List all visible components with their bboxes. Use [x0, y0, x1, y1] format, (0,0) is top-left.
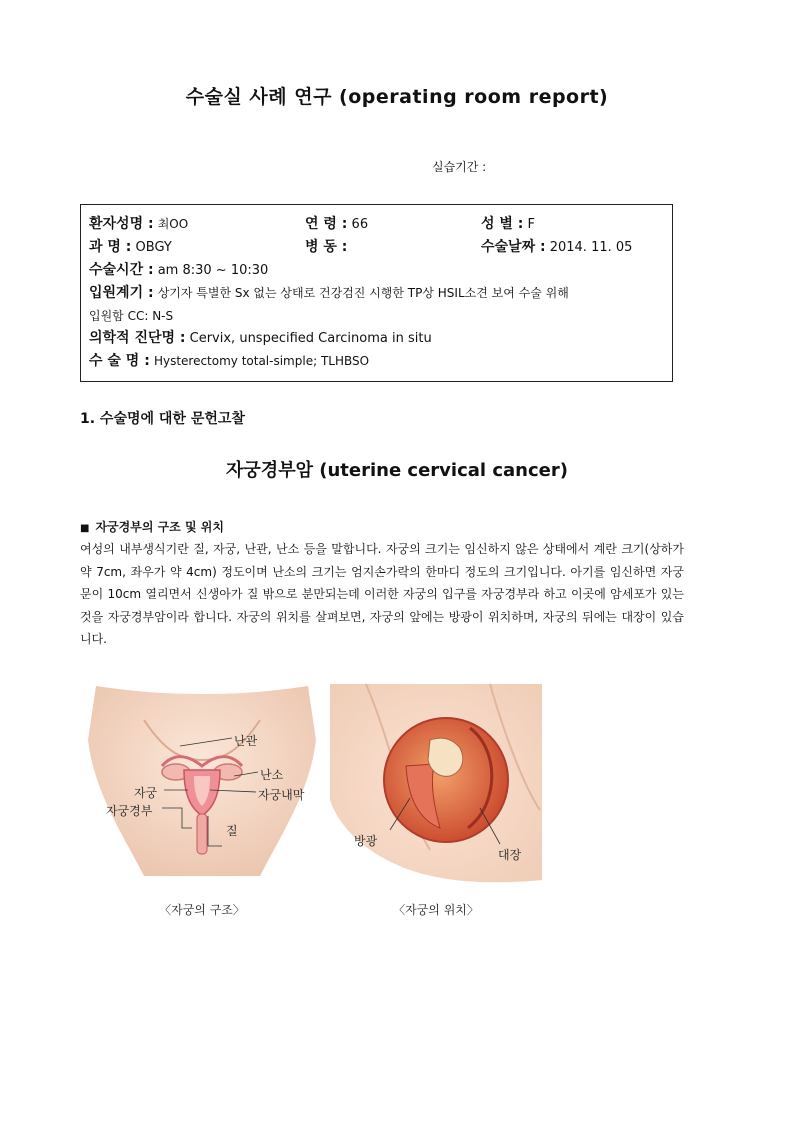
surgery-label: 수 술 명 : [89, 353, 150, 369]
admission-value-cont: 입원함 CC: N-S [89, 309, 174, 323]
dept-label: 과 명 : [89, 239, 132, 255]
surgery-value: Hysterectomy total-simple; TLHBSO [153, 354, 370, 368]
fig-label-bladder: 방광 [354, 834, 378, 848]
time-value: am 8:30 ~ 10:30 [157, 263, 269, 278]
info-row-1 [89, 213, 664, 236]
info-row-7 [89, 350, 664, 373]
date-label: 수술날짜 : [481, 239, 546, 255]
time-label: 수술시간 : [89, 262, 154, 278]
fig-right-caption: 〈자궁의 위치〉 [393, 903, 479, 917]
sex-value: F [527, 217, 536, 232]
diagnosis-value: Cervix, unspecified Carcinoma in situ [189, 331, 432, 346]
date-value: 2014. 11. 05 [549, 240, 633, 255]
uterus-structure-figure [84, 680, 320, 920]
name-label: 환자성명 : [89, 216, 154, 232]
main-heading: 자궁경부암 (uterine cervical cancer) [226, 460, 568, 481]
info-row-5 [89, 305, 664, 327]
sub-heading: ■ 자궁경부의 구조 및 위치 [80, 520, 224, 534]
page-title: 수술실 사례 연구 (operating room report) [185, 86, 609, 108]
fig-label-colon: 대장 [498, 848, 522, 862]
fig-label-fallopian-tube: 난관 [234, 734, 258, 748]
info-row-6 [89, 327, 664, 350]
fig-left-caption: 〈자궁의 구조〉 [159, 903, 245, 917]
fig-label-vagina: 질 [226, 824, 238, 838]
uterus-position-figure [330, 680, 542, 920]
fig-label-uterus: 자궁 [134, 786, 158, 800]
name-value: 최OO [157, 217, 189, 231]
body-paragraph: 여성의 내부생식기란 질, 자궁, 난관, 난소 등을 말합니다. 자궁의 크기는 임신하지 않은 상태에서 계란 크기(상하가 약 7cm, 좌우가 약 4cm) 정도이며 난소의 크기는 엄지손가락의 한마디 정도의 크기입니다. 아기를 임신하면 자궁 문이 10cm 열리면서 신생아가 질 밖으로 분만되는데 이러한 자궁의 입구를 자궁경부라 하고 이곳에 암세포가 있는 것을 자궁경부암이라 합니다. 자궁의 위치를 살펴보면, 자궁의 앞에는 방광이 위치하며, 자궁의 뒤에는 대장이 있습니다. [80, 542, 684, 646]
age-value: 66 [351, 217, 369, 232]
diagnosis-label: 의학적 진단명 : [89, 330, 186, 346]
age-label: 연 령 : [305, 216, 348, 232]
ward-label: 병 동 : [305, 239, 348, 255]
section-heading: 1. 수술명에 대한 문헌고찰 [80, 411, 245, 427]
fig-label-ovary: 난소 [260, 768, 284, 782]
dept-value: OBGY [135, 240, 172, 255]
info-row-4 [89, 282, 664, 305]
admission-value: 상기자 특별한 Sx 없는 상태로 건강검진 시행한 TP상 HSIL소견 보여 수술 위해 [157, 286, 569, 300]
sex-label: 성 별 : [481, 216, 524, 232]
uterus-position-illustration [330, 680, 542, 920]
square-bullet-icon: ■ [80, 523, 90, 534]
fig-label-endometrium: 자궁내막 [258, 788, 305, 802]
info-row-3 [89, 259, 664, 282]
admission-label: 입원계기 : [89, 285, 154, 301]
fig-label-cervix: 자궁경부 [106, 804, 153, 818]
patient-info-box [80, 204, 673, 382]
info-row-2 [89, 236, 664, 259]
practice-period: 실습기간 : [432, 160, 487, 174]
